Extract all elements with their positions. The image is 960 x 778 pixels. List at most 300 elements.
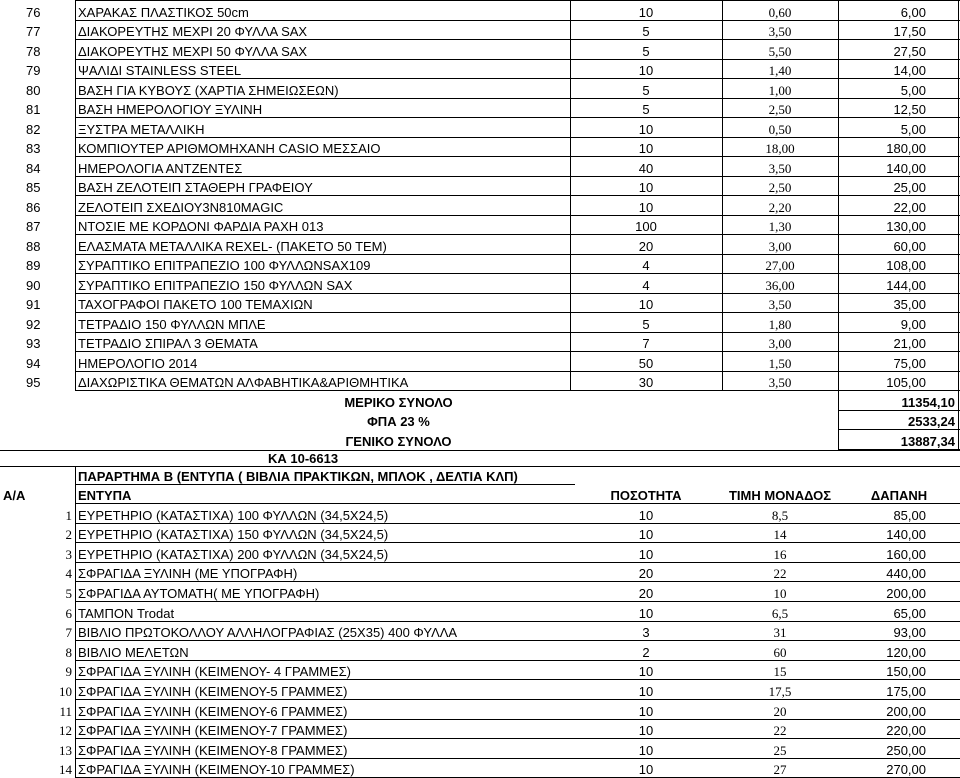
header-cost[interactable] <box>838 485 960 503</box>
item-quantity[interactable] <box>570 601 722 621</box>
item-number[interactable] <box>0 39 75 59</box>
item-description[interactable] <box>75 738 570 758</box>
item-quantity[interactable] <box>570 542 722 562</box>
item-total-text: 140,00 <box>886 527 926 543</box>
item-total[interactable] <box>838 234 960 254</box>
ka-code <box>268 448 568 466</box>
item-description-text: ΣΦΡΑΓΙΔΑ ΞΥΛΙΝΗ (ΚΕΙΜΕΝΟΥ-7 ΓΡΑΜΜΕΣ) <box>78 723 348 739</box>
item-total[interactable] <box>838 273 960 293</box>
table-row <box>0 601 960 621</box>
table-row <box>0 679 960 699</box>
table-row <box>0 621 960 641</box>
item-total-text: 75,00 <box>893 355 926 371</box>
item-quantity[interactable] <box>570 234 722 254</box>
item-total[interactable] <box>838 581 960 601</box>
item-description[interactable] <box>75 20 570 40</box>
item-number[interactable] <box>0 59 75 79</box>
table-row <box>0 195 960 215</box>
item-unit-price[interactable] <box>722 312 838 332</box>
item-unit-price[interactable] <box>722 215 838 235</box>
item-total[interactable] <box>838 679 960 699</box>
item-number-text: 7 <box>65 625 72 641</box>
item-total[interactable] <box>838 117 960 137</box>
item-total[interactable] <box>838 156 960 176</box>
item-total[interactable] <box>838 562 960 582</box>
item-quantity[interactable] <box>570 621 722 641</box>
item-unit-price[interactable] <box>722 254 838 274</box>
table-row <box>0 156 960 176</box>
item-total[interactable] <box>838 59 960 79</box>
item-unit-price[interactable] <box>722 371 838 391</box>
header-quantity-text: ΠΟΣΟΤΗΤΑ <box>610 488 682 503</box>
item-unit-price[interactable] <box>722 581 838 601</box>
item-description[interactable] <box>75 254 570 274</box>
item-description-text: ΤΑΧΟΓΡΑΦΟΙ ΠΑΚΕΤΟ 100 ΤΕΜΑΧΙΩΝ <box>78 297 313 312</box>
appendix-title <box>75 466 675 484</box>
item-unit-price-text: 5,50 <box>768 43 792 59</box>
item-number[interactable] <box>0 621 75 641</box>
item-unit-price[interactable] <box>722 234 838 254</box>
item-quantity[interactable] <box>570 581 722 601</box>
item-description[interactable] <box>75 195 570 215</box>
item-total[interactable] <box>838 621 960 641</box>
item-quantity-text: 10 <box>638 63 654 78</box>
item-unit-price[interactable] <box>722 562 838 582</box>
grid-line <box>838 0 839 449</box>
table-row <box>0 738 960 758</box>
item-quantity[interactable] <box>570 273 722 293</box>
totals-label[interactable] <box>75 429 722 449</box>
item-unit-price[interactable] <box>722 273 838 293</box>
header-number[interactable] <box>0 485 75 503</box>
item-total[interactable] <box>838 137 960 157</box>
item-number[interactable] <box>0 78 75 98</box>
totals-value[interactable] <box>838 390 958 410</box>
grid-line <box>75 466 76 777</box>
item-description-text: ΧΑΡΑΚΑΣ ΠΛΑΣΤΙΚΟΣ 50cm <box>78 4 249 20</box>
table-row <box>0 215 960 235</box>
item-total-text: 200,00 <box>886 585 926 601</box>
item-unit-price-text: 1,50 <box>768 355 792 371</box>
item-unit-price-text: 1,30 <box>768 219 792 234</box>
item-number[interactable] <box>0 0 75 20</box>
item-total-text: 150,00 <box>886 664 926 680</box>
item-unit-price[interactable] <box>722 640 838 660</box>
item-description[interactable] <box>75 601 570 621</box>
item-number[interactable] <box>0 20 75 40</box>
item-unit-price[interactable] <box>722 137 838 157</box>
item-description[interactable] <box>75 0 570 20</box>
item-description-text: ΣΦΡΑΓΙΔΑ ΞΥΛΙΝΗ (ΚΕΙΜΕΝΟΥ- 4 ΓΡΑΜΜΕΣ) <box>78 664 352 680</box>
item-total-text: 22,00 <box>893 199 926 215</box>
item-unit-price[interactable] <box>722 293 838 313</box>
item-description-text: ΕΥΡΕΤΗΡΙΟ (ΚΑΤΑΣΤΙΧΑ) 100 ΦΥΛΛΩΝ (34,5Χ24,5) <box>78 507 389 523</box>
item-description[interactable] <box>75 59 570 79</box>
item-total[interactable] <box>838 0 960 20</box>
ka-code-text: ΚΑ 10-6613 <box>268 451 339 466</box>
item-unit-price[interactable] <box>722 59 838 79</box>
totals-value-text: 11354,10 <box>901 394 955 410</box>
item-number[interactable] <box>0 371 75 391</box>
item-quantity[interactable] <box>570 293 722 313</box>
item-total[interactable] <box>838 660 960 680</box>
item-quantity-text: 5 <box>642 316 650 332</box>
item-quantity[interactable] <box>570 137 722 157</box>
item-quantity[interactable] <box>570 312 722 332</box>
item-total[interactable] <box>838 758 960 778</box>
item-description-text: ΣΦΡΑΓΙΔΑ ΑΥΤΟΜΑΤΗ( ΜΕ ΥΠΟΓΡΑΦΗ) <box>78 585 320 601</box>
totals-label[interactable] <box>75 390 722 410</box>
item-unit-price[interactable] <box>722 20 838 40</box>
item-number[interactable] <box>0 137 75 157</box>
item-unit-price[interactable] <box>722 738 838 758</box>
item-number[interactable] <box>0 254 75 274</box>
item-quantity[interactable] <box>570 78 722 98</box>
item-unit-price-text: 3,00 <box>768 336 792 351</box>
header-unit-price-text: ΤΙΜΗ ΜΟΝΑΔΟΣ <box>728 488 831 503</box>
item-total-text: 27,50 <box>893 43 926 59</box>
item-total-text: 14,00 <box>893 63 926 78</box>
item-total[interactable] <box>838 20 960 40</box>
item-description-text: ΖΕΛΟΤΕΙΠ ΣΧΕΔΙΟΥ3Ν810MAGIC <box>78 199 284 215</box>
item-quantity-text: 5 <box>642 102 650 117</box>
item-total[interactable] <box>838 719 960 739</box>
item-unit-price[interactable] <box>722 719 838 739</box>
item-total[interactable] <box>838 601 960 621</box>
item-quantity[interactable] <box>570 215 722 235</box>
item-number[interactable] <box>0 699 75 719</box>
item-unit-price-text: 2,50 <box>768 180 792 195</box>
item-quantity[interactable] <box>570 660 722 680</box>
item-total[interactable] <box>838 215 960 235</box>
item-total-text: 65,00 <box>893 605 926 621</box>
item-description[interactable] <box>75 312 570 332</box>
item-quantity-text: 10 <box>638 683 654 699</box>
item-number[interactable] <box>0 234 75 254</box>
item-description-text: ΔΙΑΚΟΡΕΥΤΗΣ ΜΕΧΡΙ 50 ΦΥΛΛΑ SAX <box>78 43 308 59</box>
item-description-text: ΔΙΑΧΩΡΙΣΤΙΚΑ ΘΕΜΑΤΩΝ ΑΛΦΑΒΗΤΙΚΑ&ΑΡΙΘΜΗΤΙΚΑ <box>78 375 409 390</box>
item-number-text: 88 <box>26 238 41 254</box>
item-total-text: 220,00 <box>886 723 926 739</box>
item-description[interactable] <box>75 523 570 543</box>
item-unit-price[interactable] <box>722 351 838 371</box>
item-unit-price[interactable] <box>722 758 838 778</box>
item-number[interactable] <box>0 523 75 543</box>
table-row <box>0 20 960 40</box>
item-unit-price[interactable] <box>722 78 838 98</box>
item-description-text: ΣΥΡΑΠΤΙΚΟ ΕΠΙΤΡΑΠΕΖΙΟ 150 ΦΥΛΛΩΝ SAX <box>78 277 353 293</box>
header-quantity[interactable] <box>570 485 722 503</box>
item-number-text: 92 <box>26 316 41 332</box>
item-total-text: 200,00 <box>886 703 926 719</box>
item-quantity[interactable] <box>570 176 722 196</box>
table-row <box>0 59 960 79</box>
table-row <box>0 176 960 196</box>
item-quantity[interactable] <box>570 0 722 20</box>
item-total[interactable] <box>838 312 960 332</box>
item-quantity[interactable] <box>570 738 722 758</box>
item-number[interactable] <box>0 542 75 562</box>
header-forms[interactable] <box>75 485 570 503</box>
item-description[interactable] <box>75 503 570 523</box>
item-unit-price-text: 36,00 <box>765 277 795 293</box>
item-total[interactable] <box>838 503 960 523</box>
item-description-text: ΒΑΣΗ ΗΜΕΡΟΛΟΓΙΟΥ ΞΥΛΙΝΗ <box>78 102 263 117</box>
item-quantity[interactable] <box>570 719 722 739</box>
item-description[interactable] <box>75 176 570 196</box>
item-description[interactable] <box>75 293 570 313</box>
header-row <box>0 485 960 503</box>
item-description[interactable] <box>75 332 570 352</box>
item-total[interactable] <box>838 39 960 59</box>
item-description[interactable] <box>75 562 570 582</box>
item-quantity[interactable] <box>570 699 722 719</box>
item-quantity-text: 2 <box>642 644 650 660</box>
item-quantity-text: 100 <box>635 219 657 234</box>
item-number[interactable] <box>0 601 75 621</box>
item-quantity[interactable] <box>570 332 722 352</box>
item-unit-price[interactable] <box>722 679 838 699</box>
item-unit-price[interactable] <box>722 503 838 523</box>
item-number-text: 94 <box>26 355 41 371</box>
item-total[interactable] <box>838 351 960 371</box>
item-unit-price[interactable] <box>722 195 838 215</box>
item-number-text: 79 <box>26 63 41 78</box>
item-description-text: ΕΛΑΣΜΑΤΑ ΜΕΤΑΛΛΙΚΑ REXEL- (ΠΑΚΕΤΟ 50 ΤΕΜ) <box>78 238 387 254</box>
item-unit-price-text: 31 <box>773 625 787 641</box>
item-description[interactable] <box>75 273 570 293</box>
item-description[interactable] <box>75 621 570 641</box>
item-total-text: 17,50 <box>893 24 926 39</box>
item-total[interactable] <box>838 98 960 118</box>
item-unit-price[interactable] <box>722 0 838 20</box>
item-quantity[interactable] <box>570 98 722 118</box>
totals-value[interactable] <box>838 410 958 430</box>
item-description[interactable] <box>75 660 570 680</box>
item-quantity[interactable] <box>570 562 722 582</box>
item-unit-price[interactable] <box>722 660 838 680</box>
item-number[interactable] <box>0 738 75 758</box>
item-quantity-text: 10 <box>638 180 654 195</box>
item-total-text: 85,00 <box>893 507 926 523</box>
item-quantity-text: 10 <box>638 121 654 137</box>
item-quantity-text: 10 <box>638 703 654 719</box>
header-unit-price[interactable] <box>722 485 838 503</box>
item-total[interactable] <box>838 293 960 313</box>
item-description[interactable] <box>75 699 570 719</box>
item-quantity[interactable] <box>570 758 722 778</box>
item-description[interactable] <box>75 371 570 391</box>
item-total[interactable] <box>838 523 960 543</box>
item-total[interactable] <box>838 254 960 274</box>
table-row <box>0 503 960 523</box>
item-number[interactable] <box>0 293 75 313</box>
item-total-text: 105,00 <box>886 375 926 390</box>
item-quantity[interactable] <box>570 640 722 660</box>
item-unit-price[interactable] <box>722 117 838 137</box>
item-total[interactable] <box>838 371 960 391</box>
item-total[interactable] <box>838 699 960 719</box>
item-description[interactable] <box>75 215 570 235</box>
item-quantity-text: 20 <box>638 585 654 601</box>
item-unit-price[interactable] <box>722 98 838 118</box>
item-quantity-text: 10 <box>638 297 654 312</box>
item-unit-price[interactable] <box>722 523 838 543</box>
item-description[interactable] <box>75 156 570 176</box>
item-unit-price-text: 3,50 <box>768 375 792 390</box>
item-description-text: ΣΦΡΑΓΙΔΑ ΞΥΛΙΝΗ (ΚΕΙΜΕΝΟΥ-6 ΓΡΑΜΜΕΣ) <box>78 703 348 719</box>
item-quantity[interactable] <box>570 39 722 59</box>
item-total[interactable] <box>838 542 960 562</box>
header-forms-text: ΕΝΤΥΠΑ <box>78 488 132 503</box>
item-total[interactable] <box>838 640 960 660</box>
item-number[interactable] <box>0 719 75 739</box>
table-row <box>0 137 960 157</box>
item-description-text: ΝΤΟΣΙΕ ΜΕ ΚΟΡΔΟΝΙ ΦΑΡΔΙΑ ΡΑΧΗ 013 <box>78 219 324 234</box>
item-description[interactable] <box>75 78 570 98</box>
totals-value-text: 2533,24 <box>908 414 955 429</box>
item-total-text: 5,00 <box>900 121 926 137</box>
item-total-text: 21,00 <box>893 336 926 351</box>
item-quantity[interactable] <box>570 117 722 137</box>
totals-label[interactable] <box>75 410 722 430</box>
item-number[interactable] <box>0 581 75 601</box>
appendix-title-text: ΠΑΡΑΡΤΗΜΑ Β (ΕΝΤΥΠΑ ( ΒΙΒΛΙΑ ΠΡΑΚΤΙΚΩΝ, ΜΠΛΟΚ , ΔΕΛΤΙΑ ΚΛΠ) <box>78 469 518 484</box>
item-unit-price-text: 22 <box>773 723 787 739</box>
item-unit-price-text: 14 <box>773 527 787 543</box>
item-quantity-text: 10 <box>638 199 654 215</box>
appendix-title-row <box>0 466 960 484</box>
item-total[interactable] <box>838 332 960 352</box>
item-unit-price[interactable] <box>722 332 838 352</box>
item-unit-price[interactable] <box>722 156 838 176</box>
item-quantity-text: 10 <box>638 762 654 778</box>
item-quantity[interactable] <box>570 20 722 40</box>
item-number-text: 78 <box>26 43 41 59</box>
item-number[interactable] <box>0 156 75 176</box>
item-number[interactable] <box>0 679 75 699</box>
totals-label-text: ΦΠΑ 23 % <box>367 414 430 429</box>
item-description[interactable] <box>75 679 570 699</box>
item-description-text: ΗΜΕΡΟΛΟΓΙΑ ΑΝΤΖΕΝΤΕΣ <box>78 160 243 176</box>
item-number-text: 82 <box>26 121 41 137</box>
table-row <box>0 699 960 719</box>
item-number-text: 95 <box>26 375 41 390</box>
item-unit-price-text: 15 <box>773 664 787 680</box>
item-number-text: 89 <box>26 258 41 273</box>
table-row <box>0 98 960 118</box>
table-row <box>0 640 960 660</box>
item-description[interactable] <box>75 758 570 778</box>
item-total-text: 440,00 <box>886 566 926 582</box>
item-number[interactable] <box>0 503 75 523</box>
table-row <box>0 273 960 293</box>
item-number[interactable] <box>0 758 75 778</box>
item-quantity[interactable] <box>570 195 722 215</box>
item-unit-price[interactable] <box>722 699 838 719</box>
item-description[interactable] <box>75 542 570 562</box>
item-description[interactable] <box>75 234 570 254</box>
item-number[interactable] <box>0 312 75 332</box>
item-number[interactable] <box>0 176 75 196</box>
item-total[interactable] <box>838 738 960 758</box>
item-unit-price-text: 25 <box>773 742 787 758</box>
item-quantity[interactable] <box>570 156 722 176</box>
item-number[interactable] <box>0 640 75 660</box>
item-unit-price[interactable] <box>722 39 838 59</box>
item-unit-price[interactable] <box>722 621 838 641</box>
item-quantity-text: 3 <box>642 625 650 641</box>
item-quantity-text: 10 <box>638 605 654 621</box>
item-number-text: 93 <box>26 336 41 351</box>
item-unit-price-text: 1,40 <box>768 63 792 78</box>
item-total[interactable] <box>838 176 960 196</box>
item-quantity[interactable] <box>570 679 722 699</box>
item-total-text: 120,00 <box>886 644 926 660</box>
item-quantity-text: 10 <box>638 664 654 680</box>
item-unit-price[interactable] <box>722 601 838 621</box>
item-quantity[interactable] <box>570 59 722 79</box>
grid-line <box>570 0 571 390</box>
item-quantity[interactable] <box>570 254 722 274</box>
item-description[interactable] <box>75 640 570 660</box>
ka-row <box>0 448 960 466</box>
item-description-text: ΤΑΜΠΟΝ Trodat <box>78 605 175 621</box>
item-number[interactable] <box>0 195 75 215</box>
item-description[interactable] <box>75 137 570 157</box>
table-row <box>0 0 960 20</box>
item-quantity[interactable] <box>570 371 722 391</box>
item-description[interactable] <box>75 98 570 118</box>
item-quantity[interactable] <box>570 503 722 523</box>
item-description[interactable] <box>75 351 570 371</box>
item-number[interactable] <box>0 273 75 293</box>
totals-label-text: ΓΕΝΙΚΟ ΣΥΝΟΛΟ <box>345 433 452 449</box>
item-number[interactable] <box>0 117 75 137</box>
header-cost-text: ΔΑΠΑΝΗ <box>870 488 928 503</box>
item-quantity-text: 10 <box>638 4 654 20</box>
item-number[interactable] <box>0 660 75 680</box>
table-row <box>0 758 960 778</box>
item-quantity-text: 50 <box>638 355 654 371</box>
item-number[interactable] <box>0 98 75 118</box>
item-unit-price-text: 10 <box>773 585 787 601</box>
item-number[interactable] <box>0 351 75 371</box>
item-description[interactable] <box>75 39 570 59</box>
item-quantity-text: 20 <box>638 238 654 254</box>
item-description-text: ΞΥΣΤΡΑ ΜΕΤΑΛΛΙΚΗ <box>78 121 205 137</box>
item-total-text: 5,00 <box>900 82 926 98</box>
item-total[interactable] <box>838 78 960 98</box>
item-description[interactable] <box>75 581 570 601</box>
item-unit-price[interactable] <box>722 542 838 562</box>
item-number[interactable] <box>0 562 75 582</box>
item-quantity[interactable] <box>570 523 722 543</box>
item-description[interactable] <box>75 719 570 739</box>
item-unit-price-text: 60 <box>773 644 787 660</box>
item-number-text: 9 <box>65 664 72 680</box>
item-unit-price-text: 27,00 <box>765 258 795 273</box>
item-quantity[interactable] <box>570 351 722 371</box>
totals-row <box>0 390 960 410</box>
item-description[interactable] <box>75 117 570 137</box>
item-total[interactable] <box>838 195 960 215</box>
item-total-text: 130,00 <box>886 219 926 234</box>
totals-value[interactable] <box>838 429 958 449</box>
item-unit-price[interactable] <box>722 176 838 196</box>
item-number[interactable] <box>0 332 75 352</box>
item-number[interactable] <box>0 215 75 235</box>
